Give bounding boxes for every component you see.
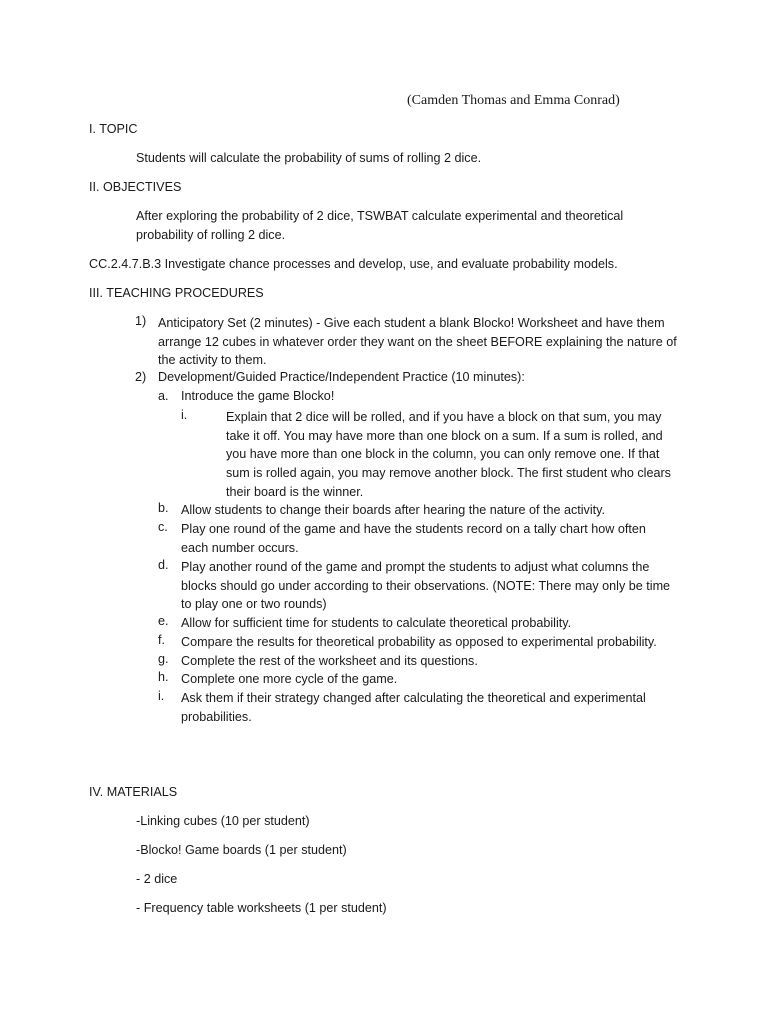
objectives-heading: II. OBJECTIVES: [89, 180, 182, 194]
sub-item: [181, 614, 571, 633]
sub-letter: d.: [158, 558, 169, 572]
objectives-line: probability of rolling 2 dice.: [136, 227, 286, 242]
sub-item: Introduce the game Blocko!: [181, 389, 335, 403]
sub-item-line: Allow students to change their boards after hearing the nature of the activity.: [181, 503, 606, 517]
sub-sub-item: [226, 408, 671, 502]
sub-item: [181, 652, 478, 671]
sub-item-line: blocks should go under according to their observations. (NOTE: There may only be time: [181, 578, 671, 593]
sub-sub-item-line: sum is rolled again, you may remove another block. The first student who clears: [226, 466, 671, 481]
list-item: [158, 314, 677, 370]
sub-item: [181, 520, 646, 557]
authors-line: (Camden Thomas and Emma Conrad): [407, 93, 620, 108]
standard-text: CC.2.4.7.B.3 Investigate chance processes and develop, use, and evaluate probability models.: [89, 257, 618, 271]
sub-item-line: Complete one more cycle of the game.: [181, 672, 398, 686]
sub-item: [181, 501, 605, 520]
sub-item-line: each number occurs.: [181, 540, 299, 555]
sub-letter: i.: [158, 689, 165, 703]
sub-letter: g.: [158, 652, 169, 666]
sub-item-line: to play one or two rounds): [181, 597, 327, 612]
sub-item: [181, 689, 646, 726]
sub-letter: e.: [158, 614, 169, 628]
objectives-text: [136, 207, 623, 244]
objectives-line: After exploring the probability of 2 dice, TSWBAT calculate experimental and theoretical: [136, 209, 624, 223]
list-item-line: arrange 12 cubes in whatever order they want on the sheet BEFORE explaining the nature of: [158, 334, 677, 349]
list-number: 1): [135, 314, 147, 328]
materials-item: - Frequency table worksheets (1 per student): [136, 901, 387, 915]
materials-heading: IV. MATERIALS: [89, 785, 178, 799]
sub-sub-item-line: their board is the winner.: [226, 484, 364, 499]
sub-sub-number: i.: [181, 408, 188, 422]
sub-sub-item-line: take it off. You may have more than one block on a sum. If a sum is rolled, and: [226, 428, 663, 443]
materials-item: -Blocko! Game boards (1 per student): [136, 843, 347, 857]
sub-item: [181, 558, 670, 614]
sub-item: [181, 670, 397, 689]
sub-letter: f.: [158, 633, 165, 647]
list-item: Development/Guided Practice/Independent Practice (10 minutes):: [158, 370, 525, 384]
sub-sub-item-line: Explain that 2 dice will be rolled, and if you have a block on that sum, you may: [226, 410, 662, 424]
sub-item-line: Allow for sufficient time for students to calculate theoretical probability.: [181, 616, 572, 630]
procedures-heading: III. TEACHING PROCEDURES: [89, 286, 264, 300]
sub-letter: b.: [158, 501, 169, 515]
sub-item-line: Ask them if their strategy changed after calculating the theoretical and experimental: [181, 691, 646, 705]
list-number: 2): [135, 370, 147, 384]
sub-item-line: Complete the rest of the worksheet and its questions.: [181, 654, 478, 668]
sub-sub-item-line: you have more than one block in the column, you can only remove one. If that: [226, 447, 660, 462]
sub-letter: h.: [158, 670, 169, 684]
list-item-line: the activity to them.: [158, 353, 267, 368]
sub-item-line: Play another round of the game and prompt the students to adjust what columns the: [181, 560, 650, 574]
list-item-line: Anticipatory Set (2 minutes) - Give each student a blank Blocko! Worksheet and have them: [158, 316, 665, 330]
materials-item: - 2 dice: [136, 872, 178, 886]
sub-item: [181, 633, 657, 652]
sub-letter: a.: [158, 389, 169, 403]
sub-item-line: Play one round of the game and have the students record on a tally chart how often: [181, 522, 646, 536]
topic-heading: I. TOPIC: [89, 122, 138, 136]
topic-text: Students will calculate the probability of sums of rolling 2 dice.: [136, 151, 482, 165]
sub-item-line: probabilities.: [181, 709, 252, 724]
sub-item-line: Compare the results for theoretical probability as opposed to experimental probability.: [181, 635, 657, 649]
materials-item: -Linking cubes (10 per student): [136, 814, 310, 828]
sub-letter: c.: [158, 520, 168, 534]
